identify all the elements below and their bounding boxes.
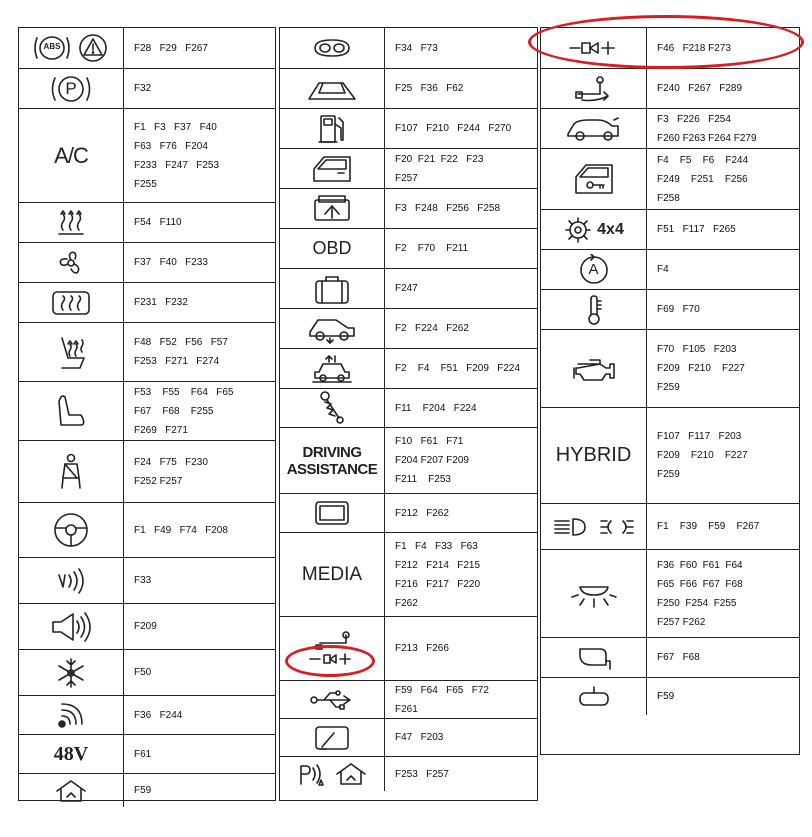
fuse-row — [19, 322, 275, 381]
fuse-codes-cell — [647, 250, 799, 289]
fuse-codes-cell — [647, 149, 799, 209]
parking-sensor-home-icon — [280, 757, 385, 791]
headlights-icon — [541, 504, 647, 549]
fuse-row — [19, 557, 275, 603]
fuse-codes: F24 F75 F230 F252 F257 — [134, 456, 208, 487]
obd-text: OBD — [280, 229, 385, 268]
fuse-codes-cell — [647, 550, 799, 637]
car-tailgate-icon — [280, 309, 385, 348]
fuse-codes-cell — [124, 109, 275, 202]
fuse-codes-cell — [385, 349, 537, 388]
fuse-codes: F69 F70 — [657, 304, 700, 315]
trailer-socket-icon — [541, 28, 647, 68]
fuse-row — [19, 202, 275, 242]
fuse-codes: F20 F21 F22 F23 F257 — [395, 153, 484, 184]
fuse-codes: F10 F61 F71 F204 F207 F209 F211 F253 — [395, 436, 469, 485]
fuse-codes: F1 F4 F33 F63 F212 F214 F215 F216 F217 F220 F262 — [395, 540, 481, 609]
wireless-signal-icon — [19, 696, 124, 734]
fuse-codes-cell — [124, 503, 275, 557]
fuse-codes-cell — [124, 69, 275, 108]
usb-icon — [280, 681, 385, 718]
fuse-row — [280, 616, 537, 680]
fuse-codes-cell — [647, 69, 799, 108]
fuse-codes: F25 F36 F62 — [395, 83, 464, 94]
fuse-codes-cell — [385, 189, 537, 228]
fuse-row — [19, 695, 275, 734]
fuse-codes: F59 — [657, 691, 675, 702]
fuse-codes-cell — [385, 533, 537, 616]
snowflake-icon — [19, 650, 124, 695]
thermometer-icon — [541, 290, 647, 329]
fuse-codes: F46 F218 F273 — [657, 42, 731, 54]
fuse-codes-cell — [124, 441, 275, 502]
fuse-codes: F34 F73 — [395, 42, 438, 54]
heated-windscreen-icon — [19, 203, 124, 242]
fuse-row — [280, 680, 537, 718]
fuse-row — [280, 308, 537, 348]
fuse-row — [541, 68, 799, 108]
fuse-row — [280, 388, 537, 427]
tow-hitch-icon — [280, 617, 385, 680]
fuse-codes-cell — [647, 109, 799, 148]
fuse-codes-cell — [385, 149, 537, 188]
fuse-codes: F36 F244 — [134, 709, 183, 721]
fuse-codes-cell — [124, 323, 275, 381]
fuse-codes-cell — [124, 735, 275, 773]
fuse-row — [541, 249, 799, 289]
fuse-row — [541, 329, 799, 407]
fuse-codes: F47 F203 — [395, 732, 444, 743]
fuse-codes-cell — [385, 494, 537, 532]
fuse-codes-cell — [385, 428, 537, 493]
fuse-codes: F107 F210 F244 F270 — [395, 123, 512, 134]
fuse-codes: F11 F204 F224 — [395, 402, 477, 414]
fuse-row — [19, 734, 275, 773]
mirror-icon — [541, 638, 647, 677]
steering-wheel-icon — [19, 503, 124, 557]
fuse-codes: F240 F267 F289 — [657, 83, 743, 94]
fuse-codes-cell — [385, 229, 537, 268]
fuse-codes: F48 F52 F56 F57 F253 F271 F274 — [134, 337, 228, 367]
door-icon — [280, 149, 385, 188]
auto-start-stop-icon: A — [541, 250, 647, 289]
driving-assistance-text: DRIVING ASSISTANCE — [280, 428, 385, 493]
fuse-row — [280, 188, 537, 228]
media-text: MEDIA — [280, 533, 385, 616]
fuse-codes: F32 — [134, 83, 152, 94]
car-lift-icon — [280, 349, 385, 388]
fuse-codes: F53 F55 F64 F65 F67 F68 F255 F269 F271 — [134, 386, 234, 436]
fuse-row — [280, 108, 537, 148]
fuse-codes: F3 F248 F256 F258 — [395, 203, 501, 214]
fuse-codes-cell — [385, 269, 537, 308]
fuse-row — [541, 209, 799, 249]
fuse-codes: F107 F117 F203 F209 F210 F227 F259 — [657, 431, 748, 480]
fuse-row — [280, 493, 537, 532]
fuse-row — [19, 381, 275, 440]
48v-text: 48V — [19, 735, 124, 773]
fuse-codes-cell — [647, 28, 799, 68]
fuse-row — [541, 503, 799, 549]
tow-bar-icon — [541, 69, 647, 108]
fuse-codes-cell — [385, 617, 537, 680]
wiper-icon — [280, 719, 385, 756]
fuse-codes: F231 F232 — [134, 297, 188, 308]
fuse-codes: F33 — [134, 575, 152, 586]
fuse-row — [19, 68, 275, 108]
fuse-row — [19, 502, 275, 557]
fuse-row — [541, 637, 799, 677]
fuse-codes: F2 F70 F211 — [395, 243, 469, 254]
fuse-codes: F70 F105 F203 F209 F210 F227 F259 — [657, 344, 745, 393]
suitcase-icon — [280, 269, 385, 308]
fuse-codes: F37 F40 F233 — [134, 257, 208, 268]
fuse-codes-cell — [124, 774, 275, 807]
fuse-row — [280, 268, 537, 308]
fuse-codes-cell — [124, 650, 275, 695]
fuse-codes: F2 F4 F51 F209 F224 — [395, 363, 521, 374]
fuse-codes: F1 F49 F74 F208 — [134, 524, 228, 536]
courtesy-light-icon — [541, 550, 647, 637]
fuse-row — [541, 289, 799, 329]
fuse-codes: F213 F266 — [395, 643, 449, 654]
fuse-codes-cell — [124, 604, 275, 649]
fuse-codes-cell — [124, 28, 275, 68]
fuse-codes: F4 — [657, 264, 669, 275]
fuse-row — [19, 649, 275, 695]
fuse-codes: F1 F39 F59 F267 — [657, 521, 760, 532]
fuse-row — [19, 603, 275, 649]
fuse-row — [541, 549, 799, 637]
fuse-codes: F28 F29 F267 — [134, 42, 208, 54]
fuse-row — [280, 718, 537, 756]
fuse-row — [19, 773, 275, 807]
fan-icon — [19, 243, 124, 282]
fuse-row — [19, 108, 275, 202]
fuse-codes-cell — [124, 696, 275, 734]
battery-box-icon — [280, 189, 385, 228]
fuse-row — [280, 228, 537, 268]
fuse-row — [280, 427, 537, 493]
fuse-codes: F51 F117 F265 — [657, 224, 736, 235]
fuse-codes-cell — [124, 283, 275, 322]
hybrid-text: HYBRID — [541, 408, 647, 503]
fuse-codes: F209 — [134, 621, 157, 632]
fuse-table-column-3 — [540, 27, 800, 755]
seat-icon — [19, 382, 124, 440]
fuse-row — [280, 348, 537, 388]
fuse-row — [541, 407, 799, 503]
seatbelt-icon — [19, 441, 124, 502]
home-icon — [19, 774, 124, 807]
fuse-codes-cell — [647, 210, 799, 249]
fuse-codes: F50 — [134, 667, 152, 678]
four-wheel-drive-icon: 4x4 — [541, 210, 647, 249]
fuse-codes-cell — [647, 678, 799, 715]
fuse-codes-cell — [385, 389, 537, 427]
fuse-row — [19, 242, 275, 282]
fuse-row — [541, 108, 799, 148]
fuse-row — [280, 28, 537, 68]
fuse-codes: F4 F5 F6 F244 F249 F251 F256 F258 — [657, 154, 749, 204]
fuse-codes: F54 F110 — [134, 217, 182, 228]
fuse-codes: F253 F257 — [395, 768, 449, 780]
fuse-codes-cell — [647, 330, 799, 407]
fuse-codes-cell — [385, 69, 537, 108]
fuse-codes-cell — [124, 558, 275, 603]
fuse-codes-cell — [647, 504, 799, 549]
fuse-codes-cell — [647, 638, 799, 677]
rear-window-defrost-icon — [19, 283, 124, 322]
suspension-icon — [280, 389, 385, 427]
fuse-row — [280, 148, 537, 188]
door-key-icon — [541, 149, 647, 209]
fuse-codes-cell — [647, 408, 799, 503]
fuse-table-column-1 — [18, 27, 276, 801]
car-icon — [541, 109, 647, 148]
fuse-row — [19, 282, 275, 322]
fuse-codes-cell — [385, 681, 537, 718]
fuse-row — [280, 68, 537, 108]
fuse-codes-cell — [124, 243, 275, 282]
fuse-table-column-2 — [279, 27, 538, 801]
fuse-codes-cell — [385, 28, 537, 68]
fuse-codes-cell — [385, 309, 537, 348]
fuse-codes: F59 F64 F65 F72 F261 — [395, 684, 489, 715]
abs-and-warning-triangle-icon: ABS — [19, 28, 124, 68]
engine-icon — [541, 330, 647, 407]
air-conditioning-text: A/C — [19, 109, 124, 202]
rearview-mirror-icon — [541, 678, 647, 715]
fuse-row — [541, 677, 799, 715]
fuse-codes: F3 F226 F254 F260 F263 F264 F279 — [657, 113, 757, 144]
heated-seat-icon — [19, 323, 124, 381]
screen-icon — [280, 494, 385, 532]
fuse-codes: F36 F60 F61 F64 F65 F66 F67 F68 F250 F254 F255 F257 F262 — [657, 559, 743, 628]
fuse-row — [541, 148, 799, 209]
fuse-codes: F212 F262 — [395, 507, 449, 519]
fuse-codes-cell — [385, 109, 537, 148]
fuse-row — [280, 756, 537, 791]
fuse-codes: F247 — [395, 283, 418, 294]
fuse-codes-cell — [124, 382, 275, 440]
sunroof-icon — [280, 69, 385, 108]
interior-light-icon — [280, 28, 385, 68]
fuse-codes-cell — [124, 203, 275, 242]
parking-brake-icon: P — [19, 69, 124, 108]
fuse-row — [541, 28, 799, 68]
fuse-codes-cell — [647, 290, 799, 329]
fuse-row — [280, 532, 537, 616]
fuse-codes: F2 F224 F262 — [395, 323, 469, 334]
fuse-row — [19, 28, 275, 68]
fuel-pump-icon — [280, 109, 385, 148]
nfc-icon — [19, 558, 124, 603]
speaker-icon — [19, 604, 124, 649]
fuse-codes-cell — [385, 719, 537, 756]
fuse-codes: F61 — [134, 748, 152, 760]
fuse-codes: F59 — [134, 785, 152, 796]
fuse-codes: F67 F68 — [657, 652, 700, 663]
fuse-codes: F1 F3 F37 F40 F63 F76 F204 F233 F247 F253 F255 — [134, 121, 220, 190]
fuse-codes-cell — [385, 757, 537, 791]
fuse-row — [19, 440, 275, 502]
